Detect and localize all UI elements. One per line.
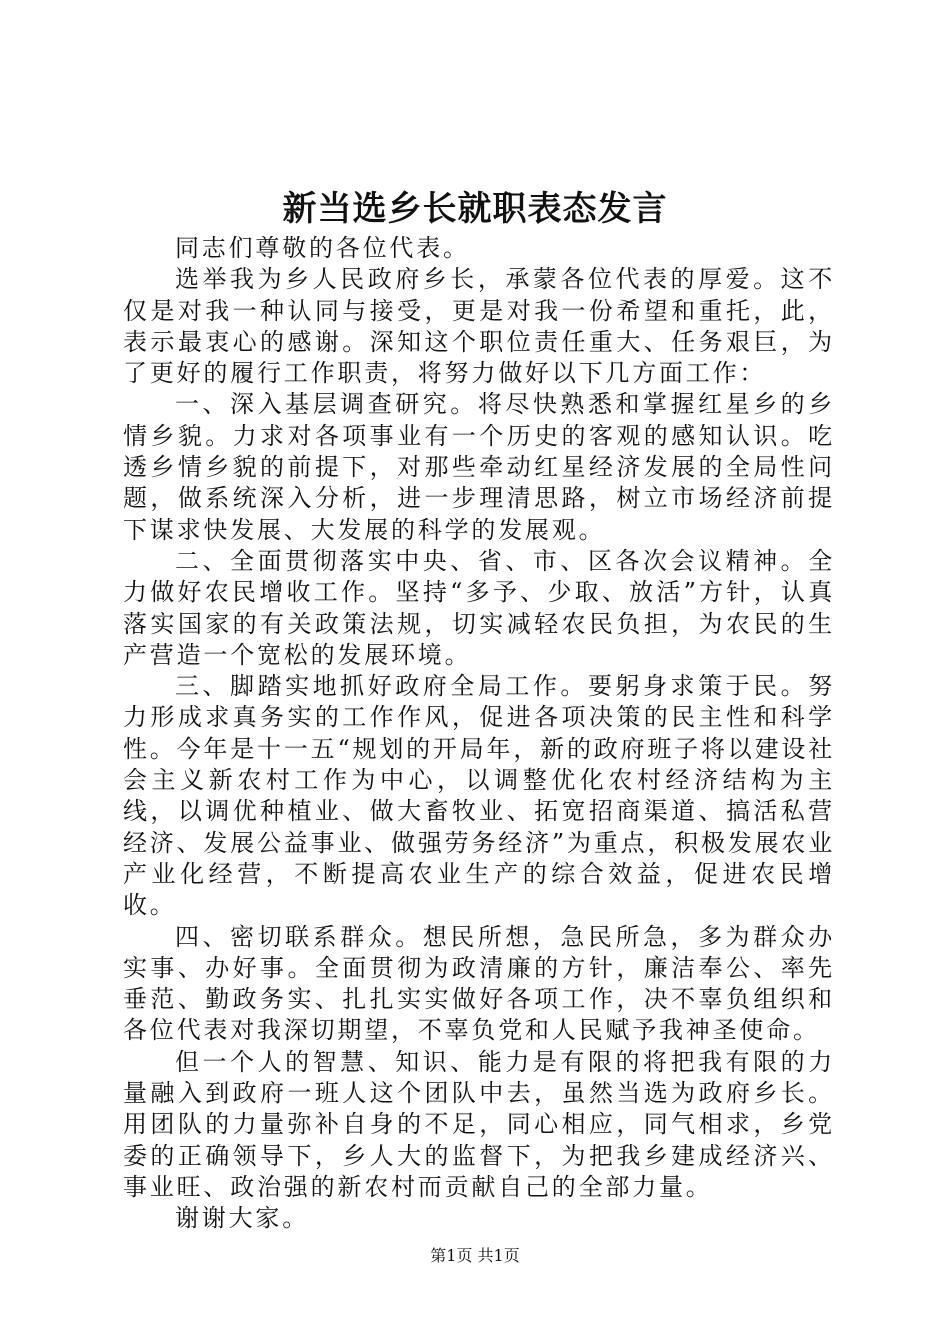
- paragraph-point-1: 一、深入基层调查研究。将尽快熟悉和掌握红星乡的乡情乡貌。力求对各项事业有一个历史的客观的感知认识。吃透乡情乡貌的前提下，对那些牵动红星经济发展的全局性问题，做系统深入分析，进一步理清思路，树立市场经济前提下谋求快发展、大发展的科学的发展观。: [123, 390, 835, 544]
- paragraph-intro: 选举我为乡人民政府乡长，承蒙各位代表的厚爱。这不仅是对我一种认同与接受，更是对我一份希望和重托，此，表示最衷心的感谢。深知这个职位责任重大、任务艰巨，为了更好的履行工作职责，将努力做好以下几方面工作：: [123, 265, 835, 388]
- paragraph-point-2: 二、全面贯彻落实中央、省、市、区各次会议精神。全力做好农民增收工作。坚持“多予、少取、放活”方针，认真落实国家的有关政策法规，切实减轻农民负担，为农民的生产营造一个宽松的发展环境。: [123, 546, 835, 669]
- paragraph-point-3: 三、脚踏实地抓好政府全局工作。要躬身求策于民。努力形成求真务实的工作作风，促进各项决策的民主性和科学性。今年是十一五“规划的开局年，新的政府班子将以建设社会主义新农村工作为中心，以调整优化农村经济结构为主线，以调优种植业、做大畜牧业、拓宽招商渠道、搞活私营经济、发展公益事业、做强劳务经济”为重点，积极发展农业产业化经营，不断提高农业生产的综合效益，促进农民增收。: [123, 672, 835, 920]
- document-body: [123, 233, 835, 1235]
- paragraph-thanks: 谢谢大家。: [175, 1204, 309, 1233]
- paragraph-conclusion: 但一个人的智慧、知识、能力是有限的将把我有限的力量融入到政府一班人这个团队中去，虽然当选为政府乡长。用团队的力量弥补自身的不足，同心相应，同气相求，乡党委的正确领导下，乡人大的监督下，为把我乡建成经济兴、事业旺、政治强的新农村而贡献自己的全部力量。: [123, 1047, 835, 1201]
- paragraph-point-4: 四、密切联系群众。想民所想，急民所急，多为群众办实事、办好事。全面贯彻为政清廉的方针，廉洁奉公、率先垂范、勤政务实、扎扎实实做好各项工作，决不辜负组织和各位代表对我深切期望，不辜负党和人民赋予我神圣使命。: [123, 922, 835, 1045]
- document-title: 新当选乡长就职表态发言: [282, 189, 668, 229]
- page-footer: 第1页 共1页: [430, 1246, 520, 1265]
- paragraph-salutation: 同志们尊敬的各位代表。: [175, 234, 470, 262]
